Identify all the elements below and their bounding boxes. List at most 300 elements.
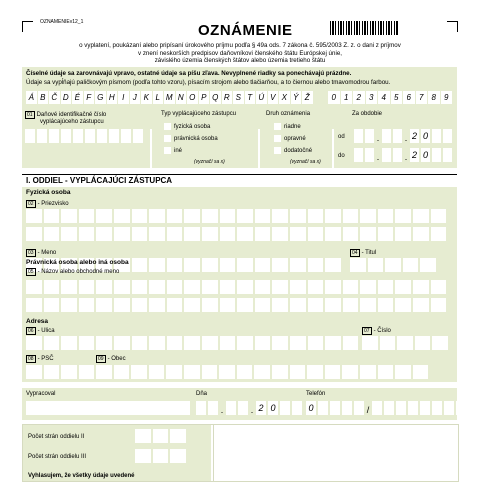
input-cell[interactable] [96, 336, 112, 350]
date-cell[interactable] [292, 401, 302, 415]
input-cell[interactable] [44, 298, 60, 312]
input-cell[interactable] [431, 209, 447, 223]
input-cell[interactable] [132, 209, 148, 223]
date-cell[interactable] [393, 129, 402, 143]
input-cell[interactable] [167, 209, 183, 223]
input-cell[interactable] [37, 129, 47, 143]
zip-row[interactable] [26, 365, 94, 379]
date-cell[interactable] [443, 148, 452, 162]
corner-mark-right [447, 21, 458, 32]
input-cell[interactable] [360, 365, 376, 379]
section-3-pages-input[interactable] [135, 449, 186, 463]
letters-sample [26, 91, 314, 104]
input-cell[interactable] [368, 258, 384, 272]
notice-type-note: (vyznačí sa x) [290, 159, 321, 165]
date-cell[interactable] [208, 401, 218, 415]
input-cell[interactable] [149, 209, 165, 223]
notice-type-header: Druh oznámenia [266, 111, 311, 117]
pages-box [22, 424, 459, 482]
input-cell[interactable] [202, 227, 218, 241]
date-cell[interactable] [226, 401, 236, 415]
input-cell[interactable] [325, 258, 341, 272]
input-cell[interactable] [325, 298, 341, 312]
input-cell[interactable] [184, 258, 200, 272]
input-cell[interactable] [343, 280, 359, 294]
input-cell[interactable] [272, 298, 288, 312]
input-cell[interactable] [202, 280, 218, 294]
input-cell[interactable] [149, 298, 165, 312]
input-cell[interactable] [85, 129, 95, 143]
date-literal: . [250, 405, 254, 415]
input-cell[interactable] [61, 298, 77, 312]
date-cell[interactable] [342, 401, 352, 415]
input-cell[interactable] [96, 227, 112, 241]
date-input[interactable] [196, 401, 302, 415]
input-cell[interactable] [397, 336, 413, 350]
input-cell[interactable] [73, 129, 83, 143]
date-cell[interactable] [280, 401, 290, 415]
input-cell[interactable] [61, 129, 71, 143]
sample-char: 6 [403, 91, 415, 104]
input-cell[interactable] [149, 280, 165, 294]
input-cell[interactable] [79, 280, 95, 294]
input-cell[interactable] [255, 298, 271, 312]
date-cell[interactable] [444, 401, 454, 415]
date-literal: . [376, 152, 380, 162]
input-cell[interactable] [184, 227, 200, 241]
subtitle-line-3: závislého územia členských štátov alebo územia tretieho štátu [154, 57, 326, 64]
date-cell[interactable] [443, 129, 452, 143]
input-cell[interactable] [378, 365, 394, 379]
input-cell[interactable] [61, 280, 77, 294]
input-cell[interactable] [26, 336, 42, 350]
date-cell[interactable] [354, 129, 363, 143]
surname-row-1[interactable] [26, 209, 446, 223]
input-cell[interactable] [413, 209, 429, 223]
date-literal: 0 [306, 401, 316, 415]
input-cell[interactable] [255, 336, 271, 350]
section-1-body [22, 187, 457, 382]
input-cell[interactable] [395, 209, 411, 223]
digits-sample [328, 91, 453, 104]
date-literal: 2 [256, 401, 266, 415]
input-cell[interactable] [79, 227, 95, 241]
date-cell[interactable] [456, 401, 466, 415]
input-cell[interactable] [220, 227, 236, 241]
input-cell[interactable] [26, 227, 42, 241]
input-cell[interactable] [220, 258, 236, 272]
input-cell[interactable] [202, 298, 218, 312]
input-cell[interactable] [96, 209, 112, 223]
input-cell[interactable] [290, 258, 306, 272]
payer-pravnicka-checkbox[interactable] [164, 135, 171, 142]
input-cell[interactable] [378, 280, 394, 294]
input-cell[interactable] [237, 227, 253, 241]
date-cell[interactable] [420, 401, 430, 415]
phone-label: Telefón [306, 391, 326, 397]
input-cell[interactable] [167, 258, 183, 272]
input-cell[interactable] [202, 258, 218, 272]
input-cell[interactable] [219, 365, 235, 379]
phone-input[interactable] [306, 401, 466, 415]
period-header: Za obdobie [352, 111, 383, 117]
date-literal: . [376, 133, 380, 143]
date-cell[interactable] [432, 148, 441, 162]
input-cell[interactable] [220, 280, 236, 294]
input-cell[interactable] [26, 365, 42, 379]
input-cell[interactable] [420, 258, 436, 272]
section-1-title: I. ODDIEL - VYPLÁCAJÚCI ZÁSTUPCA [26, 176, 173, 185]
input-cell[interactable] [255, 258, 271, 272]
input-cell[interactable] [26, 280, 42, 294]
sample-char: 1 [341, 91, 353, 104]
input-cell[interactable] [254, 365, 270, 379]
input-cell[interactable] [325, 336, 341, 350]
input-cell[interactable] [96, 280, 112, 294]
input-cell[interactable] [44, 209, 60, 223]
date-cell[interactable] [196, 401, 206, 415]
input-cell[interactable] [96, 365, 112, 379]
city-row[interactable] [96, 365, 428, 379]
input-cell[interactable] [385, 258, 401, 272]
input-cell[interactable] [79, 336, 95, 350]
sample-char: 9 [441, 91, 453, 104]
input-cell[interactable] [96, 298, 112, 312]
input-cell[interactable] [255, 227, 271, 241]
notice-dodatocne-checkbox[interactable] [274, 147, 281, 154]
input-cell[interactable] [49, 129, 59, 143]
input-cell[interactable] [153, 429, 169, 443]
sample-char: 3 [366, 91, 378, 104]
input-cell[interactable] [220, 298, 236, 312]
field-num-06: 06 [28, 328, 34, 334]
form-title: OZNÁMENIE [198, 22, 293, 39]
input-cell[interactable] [413, 227, 429, 241]
sample-char: 4 [378, 91, 390, 104]
input-cell[interactable] [44, 336, 60, 350]
date-cell[interactable] [330, 401, 340, 415]
input-cell[interactable] [132, 336, 148, 350]
input-cell[interactable] [25, 129, 35, 143]
input-cell[interactable] [132, 298, 148, 312]
field-num-08: 08 [28, 356, 34, 362]
payer-ine-checkbox[interactable] [164, 147, 171, 154]
barcode [330, 21, 398, 35]
input-cell[interactable] [350, 258, 366, 272]
section-2-pages-input[interactable] [135, 429, 186, 443]
input-cell[interactable] [132, 258, 148, 272]
input-cell[interactable] [135, 429, 151, 443]
date-cell[interactable] [432, 401, 442, 415]
subtitle [30, 42, 450, 65]
input-cell[interactable] [290, 336, 306, 350]
instructions-bold: Číselné údaje sa zarovnávajú vpravo, ostatné údaje sa píšu zľava. Nevyplnené riadky sa ponechávajú prázdne. [26, 70, 352, 77]
input-cell[interactable] [308, 227, 324, 241]
surname-row-2[interactable] [26, 227, 446, 241]
input-cell[interactable] [360, 227, 376, 241]
input-cell[interactable] [290, 298, 306, 312]
period-box [334, 108, 457, 168]
input-cell[interactable] [167, 336, 183, 350]
sample-char: V [268, 91, 279, 104]
sample-char: Ú [256, 91, 267, 104]
input-cell[interactable] [167, 227, 183, 241]
input-cell[interactable] [132, 280, 148, 294]
notice-option-label: riadne [284, 124, 301, 131]
date-cell[interactable] [382, 129, 391, 143]
input-cell[interactable] [153, 449, 169, 463]
input-cell[interactable] [395, 227, 411, 241]
input-cell[interactable] [255, 209, 271, 223]
input-cell[interactable] [308, 258, 324, 272]
notice-option-label: opravné [284, 136, 306, 143]
sample-char: K [141, 91, 152, 104]
input-cell[interactable] [166, 365, 182, 379]
number-row[interactable] [362, 336, 448, 350]
date-label: Dňa [196, 391, 208, 397]
surname-label: - Priezvisko [37, 201, 69, 207]
input-cell[interactable] [290, 227, 306, 241]
input-cell[interactable] [170, 449, 186, 463]
input-cell[interactable] [44, 365, 60, 379]
input-cell[interactable] [114, 227, 130, 241]
sample-char: S [233, 91, 244, 104]
input-cell[interactable] [431, 280, 447, 294]
sample-char: B [38, 91, 49, 104]
input-cell[interactable] [133, 129, 143, 143]
sample-char: É [72, 91, 83, 104]
input-cell[interactable] [325, 227, 341, 241]
input-cell[interactable] [135, 449, 151, 463]
input-cell[interactable] [378, 209, 394, 223]
input-cell[interactable] [202, 365, 218, 379]
input-cell[interactable] [415, 336, 431, 350]
tax-id-box [22, 108, 150, 168]
input-cell[interactable] [202, 209, 218, 223]
sample-char: 0 [328, 91, 340, 104]
input-cell[interactable] [343, 336, 359, 350]
date-cell[interactable] [365, 129, 374, 143]
field-num-02: 02 [28, 201, 34, 207]
input-cell[interactable] [132, 227, 148, 241]
input-cell[interactable] [237, 336, 253, 350]
input-cell[interactable] [325, 280, 341, 294]
input-cell[interactable] [114, 365, 130, 379]
date-cell[interactable] [354, 148, 363, 162]
input-cell[interactable] [342, 365, 358, 379]
input-cell[interactable] [220, 209, 236, 223]
input-cell[interactable] [395, 298, 411, 312]
notice-riadne-checkbox[interactable] [274, 123, 281, 130]
input-cell[interactable] [290, 209, 306, 223]
street-row[interactable] [26, 336, 358, 350]
input-cell[interactable] [308, 280, 324, 294]
input-cell[interactable] [413, 280, 429, 294]
input-cell[interactable] [272, 336, 288, 350]
input-cell[interactable] [149, 365, 165, 379]
input-cell[interactable] [114, 280, 130, 294]
period-from-date[interactable] [354, 129, 452, 143]
period-from-label: od [338, 134, 345, 140]
input-cell[interactable] [184, 298, 200, 312]
sample-char: P [199, 91, 210, 104]
title-row[interactable] [350, 258, 436, 272]
input-cell[interactable] [325, 365, 341, 379]
date-cell[interactable] [365, 148, 374, 162]
date-cell[interactable] [432, 129, 441, 143]
input-cell[interactable] [167, 298, 183, 312]
input-cell[interactable] [343, 209, 359, 223]
input-cell[interactable] [109, 129, 119, 143]
input-cell[interactable] [79, 298, 95, 312]
input-cell[interactable] [255, 280, 271, 294]
input-cell[interactable] [184, 280, 200, 294]
input-cell[interactable] [184, 209, 200, 223]
company-name-label: - Názov alebo obchodné meno [37, 269, 120, 275]
input-cell[interactable] [431, 298, 447, 312]
input-cell[interactable] [44, 227, 60, 241]
input-cell[interactable] [202, 336, 218, 350]
input-cell[interactable] [378, 298, 394, 312]
company-name-row-1[interactable] [26, 280, 446, 294]
sample-char: M [165, 93, 173, 102]
sample-char: Q [210, 91, 221, 104]
input-cell[interactable] [308, 209, 324, 223]
input-cell[interactable] [237, 280, 253, 294]
input-cell[interactable] [26, 209, 42, 223]
input-cell[interactable] [308, 336, 324, 350]
payer-fyzicka-checkbox[interactable] [164, 123, 171, 130]
field-num-07: 07 [364, 328, 370, 334]
period-to-date[interactable] [354, 148, 452, 162]
input-cell[interactable] [343, 227, 359, 241]
tax-id-label-2: vyplácajúceho zástupcu [40, 119, 104, 125]
payer-type-note: (vyznačí sa x) [194, 159, 225, 165]
filled-by-input[interactable] [26, 401, 190, 415]
input-cell[interactable] [61, 336, 77, 350]
date-cell[interactable] [382, 148, 391, 162]
input-cell[interactable] [44, 280, 60, 294]
input-cell[interactable] [237, 365, 253, 379]
legal-person-heading: Právnická osoba alebo iná osoba [26, 259, 129, 266]
input-cell[interactable] [272, 280, 288, 294]
input-cell[interactable] [220, 336, 236, 350]
input-cell[interactable] [272, 209, 288, 223]
input-cell[interactable] [360, 298, 376, 312]
date-literal: 2 [411, 150, 417, 160]
input-cell[interactable] [184, 336, 200, 350]
input-cell[interactable] [362, 336, 378, 350]
input-cell[interactable] [121, 129, 131, 143]
sample-char: L [153, 91, 164, 104]
company-name-row-2[interactable] [26, 298, 446, 312]
payer-option-label: právnická osoba [174, 136, 218, 143]
date-cell[interactable] [393, 148, 402, 162]
input-cell[interactable] [26, 298, 42, 312]
payer-option-label: fyzická osoba [174, 124, 211, 131]
input-cell[interactable] [413, 365, 429, 379]
date-cell[interactable] [396, 401, 406, 415]
input-cell[interactable] [184, 365, 200, 379]
section-3-pages-label: Počet strán oddielu III [28, 454, 87, 460]
input-cell[interactable] [307, 365, 323, 379]
input-cell[interactable] [432, 336, 448, 350]
field-num-09: 09 [98, 356, 104, 362]
date-cell[interactable] [384, 401, 394, 415]
input-cell[interactable] [114, 209, 130, 223]
form-code: OZNAMENIEv12_1 [40, 19, 84, 25]
input-cell[interactable] [325, 209, 341, 223]
input-cell[interactable] [61, 209, 77, 223]
input-cell[interactable] [360, 209, 376, 223]
input-cell[interactable] [378, 227, 394, 241]
input-cell[interactable] [290, 280, 306, 294]
input-cell[interactable] [237, 258, 253, 272]
input-cell[interactable] [114, 298, 130, 312]
input-cell[interactable] [431, 227, 447, 241]
input-cell[interactable] [170, 429, 186, 443]
field-num-01: 01 [27, 112, 33, 118]
input-cell[interactable] [403, 258, 419, 272]
input-cell[interactable] [360, 280, 376, 294]
input-cell[interactable] [290, 365, 306, 379]
input-cell[interactable] [149, 336, 165, 350]
stamp-area[interactable] [213, 425, 459, 481]
date-cell[interactable] [354, 401, 364, 415]
input-cell[interactable] [79, 365, 95, 379]
input-cell[interactable] [237, 209, 253, 223]
date-cell[interactable] [372, 401, 382, 415]
input-cell[interactable] [272, 258, 288, 272]
title-label: - Titul [361, 250, 377, 256]
input-cell[interactable] [272, 227, 288, 241]
input-cell[interactable] [395, 280, 411, 294]
input-cell[interactable] [380, 336, 396, 350]
first-name-label: - Meno [37, 250, 57, 256]
sample-char: H [107, 91, 118, 104]
sample-char: T [245, 91, 256, 104]
input-cell[interactable] [308, 298, 324, 312]
tax-id-cells[interactable] [25, 129, 143, 143]
date-cell[interactable] [238, 401, 248, 415]
input-cell[interactable] [343, 298, 359, 312]
input-cell[interactable] [61, 365, 77, 379]
date-cell[interactable] [408, 401, 418, 415]
input-cell[interactable] [114, 336, 130, 350]
sample-char: X [279, 91, 290, 104]
input-cell[interactable] [97, 129, 107, 143]
input-cell[interactable] [395, 365, 411, 379]
input-cell[interactable] [413, 298, 429, 312]
sample-char: Ý [291, 91, 302, 104]
date-cell[interactable] [318, 401, 328, 415]
instructions-normal: Údaje sa vypĺňajú paličkovým písmom (podľa tohto vzoru), písacím strojom alebo tlačiarňou, a to čiernou alebo tmavomodrou farbou. [26, 79, 391, 86]
street-label: - Ulica [37, 328, 55, 334]
input-cell[interactable] [79, 209, 95, 223]
input-cell[interactable] [272, 365, 288, 379]
subtitle-line-2: v znení neskorších predpisov daňovníkovi členského štátu Európskej únie, [138, 49, 342, 57]
input-cell[interactable] [149, 258, 165, 272]
input-cell[interactable] [149, 227, 165, 241]
input-cell[interactable] [131, 365, 147, 379]
filled-by-label: Vypracoval [26, 391, 56, 397]
city-label: - Obec [107, 356, 126, 362]
notice-opravne-checkbox[interactable] [274, 135, 281, 142]
input-cell[interactable] [237, 298, 253, 312]
input-cell[interactable] [167, 280, 183, 294]
input-cell[interactable] [61, 227, 77, 241]
corner-mark-left [22, 21, 33, 32]
